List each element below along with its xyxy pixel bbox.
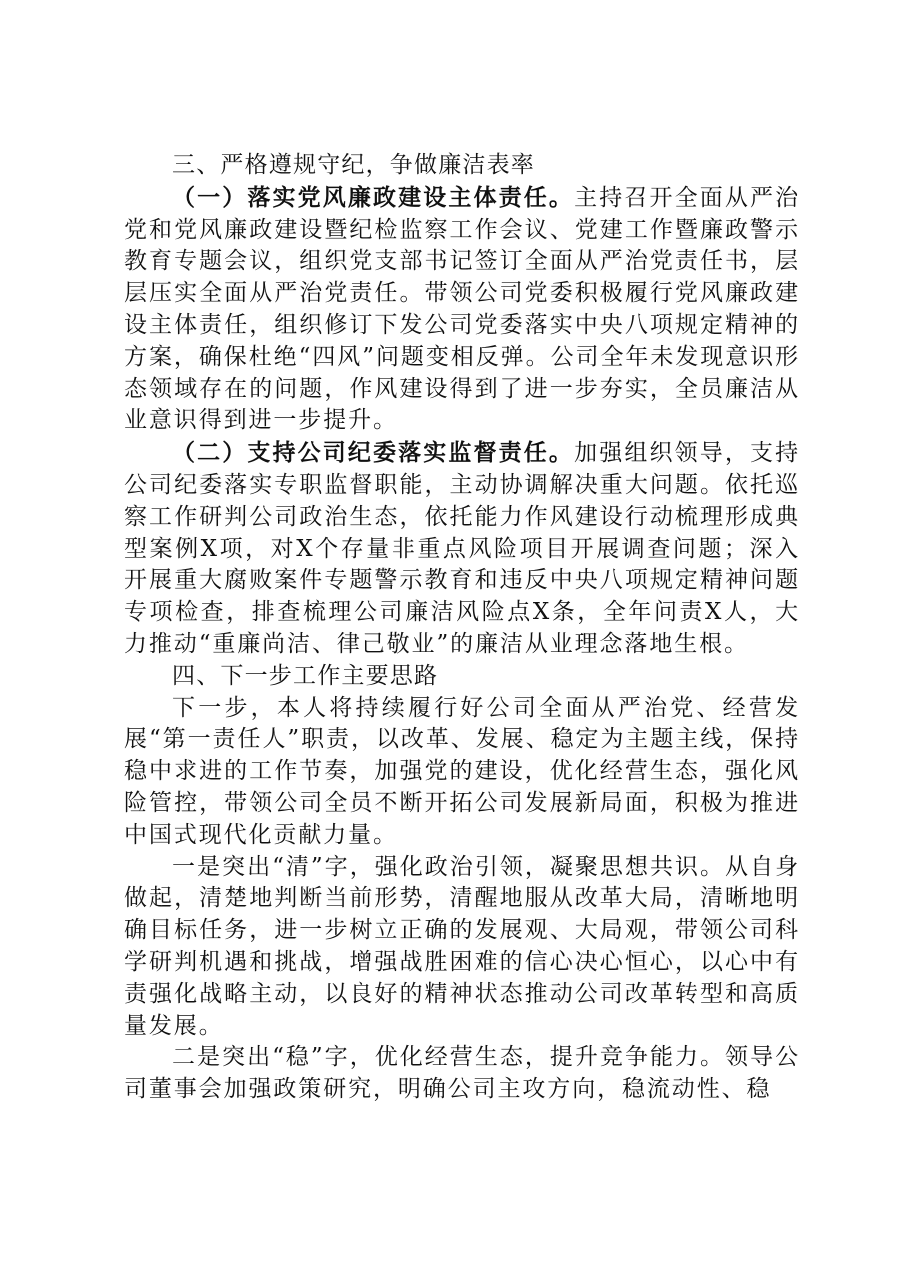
paragraph-3-1 bbox=[124, 182, 800, 437]
paragraph-4-2: 一是突出“清”字，强化政治引领，凝聚思想共识。从自身做起，清楚地判断当前形势，清醒地服从改革大局，清晰地明确目标任务，进一步树立正确的发展观、大局观，带领公司科学研判机遇和挑战，增强战胜困难的信心决心恒心，以心中有责强化战略主动，以良好的精神状态推动公司改革转型和高质量发展。 bbox=[124, 853, 800, 1039]
paragraph-3-2-text: 加强组织领导，支持公司纪委落实专职监督职能，主动协调解决重大问题。依托巡察工作研判公司政治生态，依托能力作风建设行动梳理形成典型案例X项，对X个存量非重点风险项目开展调查问题；深入开展重大腐败案件专题警示教育和违反中央八项规定精神问题专项检查，排查梳理公司廉洁风险点X条，全年问责X人，大力推动“重廉尚洁、律己敬业”的廉洁从业理念落地生根。 bbox=[124, 440, 800, 657]
section-heading-3: 三、严格遵规守纪，争做廉洁表率 bbox=[172, 152, 535, 178]
section-heading-4: 四、下一步工作主要思路 bbox=[172, 662, 439, 689]
paragraph-3-1-text: 主持召开全面从严治党和党风廉政建设暨纪检监察工作会议、党建工作暨廉政警示教育专题会议，组织党支部书记签订全面从严治党责任书，层层压实全面从严治党责任。带领公司党委积极履行党风廉政建设主体责任，组织修订下发公司党委落实中央八项规定精神的方案，确保杜绝“四风”问题变相反弹。公司全年未发现意识形态领域存在的问题，作风建设得到了进一步夯实，全员廉洁从业意识得到进一步提升。 bbox=[124, 184, 800, 434]
subheading-3-2: （二）支持公司纪委落实监督责任。 bbox=[172, 439, 575, 467]
subheading-3-1: （一）落实党风廉政建设主体责任。 bbox=[172, 183, 575, 211]
paragraph-4-3: 二是突出“稳”字，优化经营生态，提升竞争能力。领导公司董事会加强政策研究，明确公司主攻方向，稳流动性、稳 bbox=[124, 1044, 800, 1103]
document-body bbox=[124, 150, 800, 1106]
paragraph-3-2 bbox=[124, 437, 800, 661]
paragraph-4-1: 下一步，本人将持续履行好公司全面从严治党、经营发展“第一责任人”职责，以改革、发展、稳定为主题主线，保持稳中求进的工作节奏，加强党的建设，优化经营生态，强化风险管控，带领公司全员不断开拓公司发展新局面，积极为推进中国式现代化贡献力量。 bbox=[124, 694, 800, 848]
